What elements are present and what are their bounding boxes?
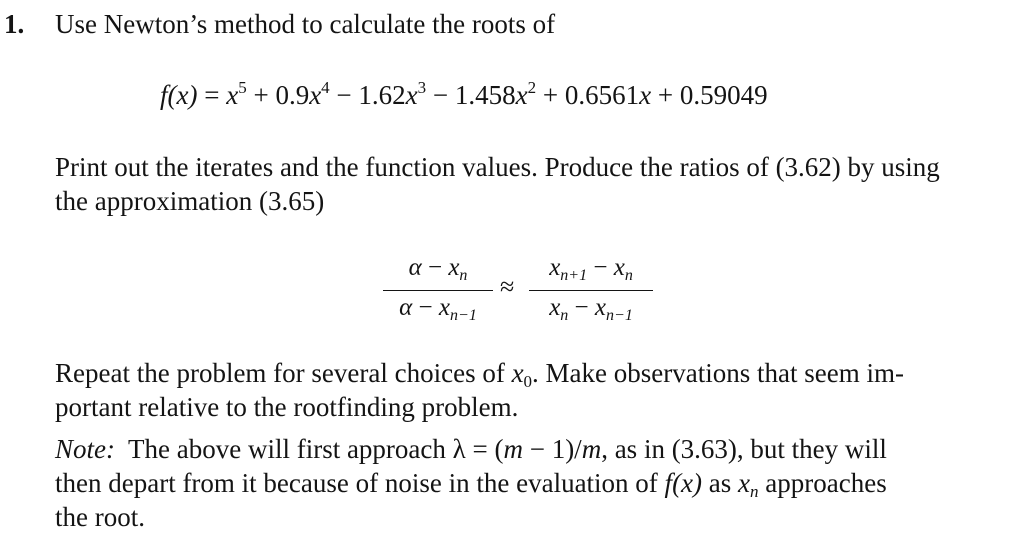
note-1b: − 1)/ [522,434,582,464]
problem-number: 1. [4,9,25,39]
note-2b: as [702,468,739,498]
rep-x: x [511,358,524,388]
rn-x1: x [549,254,561,281]
eq-op4: + [536,80,565,110]
eq-t5-var: x [639,80,652,110]
eq-t2-var: x [309,80,322,110]
ln-x: x [448,254,460,281]
eq-t3-coef: 1.62 [358,80,406,110]
eq-t5-coef: 0.6561 [564,80,640,110]
ratio-left-numerator [383,254,493,282]
note-line2 [55,466,887,500]
note-label: Note: [55,434,115,464]
eq-t3-var: x [405,80,418,110]
rd-sub2: n−1 [606,307,633,324]
ratio-right-denominator [529,294,653,322]
note-xn-sub: n [750,482,759,501]
rep-post: . Make observations that seem im- [532,358,904,388]
ld-sub: n−1 [450,307,477,324]
eq-t4-coef: 1.458 [454,80,516,110]
eq-op3: − [426,80,455,110]
ld-minus: − [412,294,439,321]
approx-symbol: ≈ [500,272,515,301]
eq-equals: = [197,80,227,110]
note-2c: approaches [758,468,887,498]
print-instruction-line1: Print out the iterates and the function values. Produce the ratios of (3.62) by using [55,152,940,182]
repeat-instruction-line1 [55,356,904,390]
eq-t3-exp: 3 [417,78,427,97]
ratio-left-fraction [383,254,493,328]
eq-t2-exp: 4 [321,78,330,97]
note-xn: x [738,468,751,498]
ln-alpha: α [408,254,422,281]
note-fx: (x) [672,468,703,498]
rd-sub1: n [560,307,569,324]
note-1c: , as in (3.63), but they will [601,434,887,464]
eq-f: f [160,80,168,110]
rep-sub: 0 [523,372,533,391]
eq-arg: (x) [167,80,198,110]
ratio-right-numerator [529,254,653,282]
eq-t4-exp: 2 [527,78,537,97]
eq-op2: − [329,80,359,110]
rn-minus: − [587,254,614,281]
ratio-left-bar [383,290,493,291]
problem-intro: Use Newton’s method to calculate the roots of [55,9,556,39]
rep-pre: Repeat the problem for several choices of [55,358,512,388]
note-2a: then depart from it because of noise in the evaluation of [55,468,665,498]
note-m1: m [503,434,523,464]
print-instruction-line2: the approximation (3.65) [55,186,325,216]
rd-x2: x [594,294,607,321]
note-m2: m [581,434,602,464]
polynomial-equation [160,78,768,112]
eq-t2-coef: 0.9 [275,80,310,110]
note-line3: the root. [55,502,145,532]
eq-op1: + [246,80,276,110]
eq-t1-var: x [226,80,239,110]
note-line1 [55,432,887,466]
eq-op5: + [651,80,680,110]
note-1a: The above will first approach λ = ( [115,434,504,464]
rn-x2: x [613,254,625,281]
rn-sub2: n [624,267,633,284]
eq-t6-const: 0.59049 [679,80,768,110]
rd-x1: x [549,294,561,321]
rd-minus: − [568,294,595,321]
eq-t4-var: x [515,80,528,110]
ld-alpha: α [399,294,413,321]
note-f: f [664,468,673,498]
eq-t1-exp: 5 [238,78,247,97]
ld-x: x [438,294,451,321]
rn-sub1: n+1 [560,267,588,284]
ratio-right-fraction [529,254,653,328]
ratio-left-denominator [383,294,493,322]
repeat-instruction-line2: portant relative to the rootfinding problem. [55,392,519,422]
ratio-right-bar [529,290,653,291]
ln-minus: − [421,254,449,281]
ln-sub: n [459,267,468,284]
